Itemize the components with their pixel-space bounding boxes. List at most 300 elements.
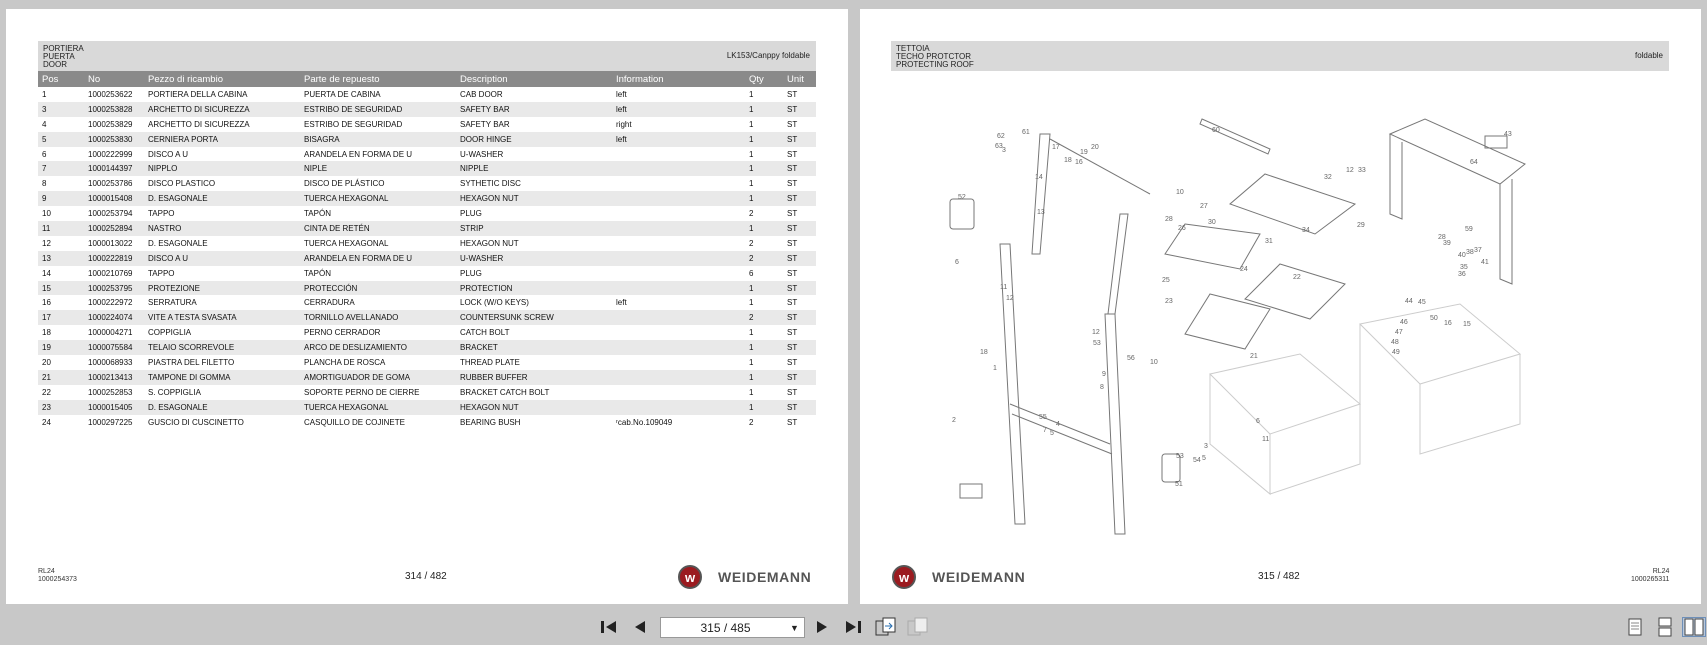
door-frame-right	[1105, 314, 1125, 534]
cell-no: 1000015405	[84, 400, 144, 415]
cell-italian: DISCO PLASTICO	[148, 179, 216, 189]
callout-label: 63	[995, 143, 1003, 150]
cell-description: LOCK (W/O KEYS)	[460, 298, 529, 308]
page-number: 314 / 482	[405, 571, 447, 582]
cell-qty: 1	[745, 132, 783, 147]
cell-description: DOOR HINGE	[456, 132, 612, 147]
callout-label: 47	[1395, 329, 1403, 336]
prev-page-icon	[633, 619, 647, 635]
cell-pos: 8	[42, 179, 47, 189]
table-row	[38, 176, 816, 191]
cell-italian: D. ESAGONALE	[148, 238, 208, 248]
cell-pos: 4	[42, 119, 47, 129]
header-line-spanish: TECHO PROTCTOR	[896, 52, 971, 61]
callout-label: 32	[1324, 174, 1332, 181]
cell-description: U-WASHER	[456, 251, 612, 266]
callout-label: 4	[1056, 421, 1060, 428]
table-row	[38, 221, 816, 236]
cell-pos: 23	[38, 400, 84, 415]
cell-no: 1000222819	[84, 251, 144, 266]
table-row	[38, 266, 816, 281]
cell-italian: PROTEZIONE	[144, 281, 300, 296]
cell-information	[612, 191, 745, 206]
cell-qty: 1	[749, 179, 754, 189]
cell-unit: ST	[783, 161, 816, 176]
last-page-button[interactable]	[842, 617, 864, 637]
callout-label: 6	[1256, 418, 1260, 425]
callout-label: 49	[1392, 349, 1400, 356]
cell-information	[612, 161, 745, 176]
cell-pos: 10	[42, 209, 51, 219]
cell-no: 1000075584	[84, 340, 144, 355]
cell-description: BEARING BUSH	[460, 417, 521, 427]
footer-doc-number: 1000265311	[1631, 576, 1670, 583]
cell-qty: 1	[745, 221, 783, 236]
cell-information	[612, 236, 745, 251]
cell-unit: ST	[783, 370, 816, 385]
cell-pos: 20	[42, 357, 51, 367]
cell-unit: ST	[787, 328, 798, 338]
cell-italian: D. ESAGONALE	[144, 400, 300, 415]
cell-qty: 2	[749, 209, 754, 219]
cell-information: ʳcab.No.109049	[616, 417, 673, 427]
col-no: No	[84, 71, 144, 87]
callout-label: 11	[1262, 436, 1270, 443]
callout-label: 3	[1204, 443, 1208, 450]
cell-spanish: PROTECCIÓN	[300, 281, 456, 296]
callout-label: 12	[1346, 167, 1354, 174]
table-row	[38, 206, 816, 221]
cell-qty: 2	[749, 417, 754, 427]
cell-no: 1000004271	[88, 328, 133, 338]
cell-qty: 1	[749, 119, 754, 129]
cell-spanish: NIPLE	[300, 161, 456, 176]
continuous-view-icon	[1657, 618, 1673, 636]
section-header	[891, 41, 1669, 71]
safety-bar	[1010, 404, 1110, 444]
callout-label: 64	[1470, 159, 1478, 166]
cell-spanish: TAPÓN	[304, 209, 331, 219]
callout-label: 27	[1200, 203, 1208, 210]
cell-unit: ST	[787, 89, 798, 99]
page-number: 315 / 482	[1258, 571, 1300, 582]
cell-qty: 6	[749, 268, 754, 278]
cell-no: 1000222972	[88, 298, 133, 308]
table-row	[38, 102, 816, 117]
callout-label: 56	[1127, 355, 1135, 362]
callout-label: 45	[1418, 299, 1426, 306]
callout-label: 9	[1102, 371, 1106, 378]
callout-label: 37	[1474, 247, 1482, 254]
cell-description: NIPPLE	[456, 161, 612, 176]
callout-label: 10	[1150, 359, 1158, 366]
cell-description: THREAD PLATE	[460, 357, 520, 367]
cell-italian: TELAIO SCORREVOLE	[144, 340, 300, 355]
callout-label: 7	[1043, 427, 1047, 434]
table-row	[38, 355, 816, 370]
header-line-english: DOOR	[43, 60, 67, 69]
callout-label: 24	[1240, 266, 1248, 273]
cell-spanish: TUERCA HEXAGONAL	[300, 400, 456, 415]
callout-label: 34	[1302, 227, 1310, 234]
cell-qty: 1	[745, 161, 783, 176]
callout-label: 30	[1208, 219, 1216, 226]
cell-information	[612, 340, 745, 355]
cell-information	[612, 266, 745, 281]
cell-spanish: ARANDELA EN FORMA DE U	[300, 251, 456, 266]
cell-pos: 3	[38, 102, 84, 117]
exploded-view-drawing	[940, 104, 1512, 544]
brand-logo	[892, 565, 1025, 589]
callout-label: 62	[997, 133, 1005, 140]
cell-spanish: ESTRIBO DE SEGURIDAD	[300, 102, 456, 117]
cell-spanish: SOPORTE PERNO DE CIERRE	[304, 387, 420, 397]
cell-description: CATCH BOLT	[460, 328, 510, 338]
callout-label: 48	[1391, 339, 1399, 346]
section-header	[38, 41, 816, 71]
cell-no: 1000015408	[84, 191, 144, 206]
cell-information	[612, 355, 745, 370]
cell-spanish: ARANDELA EN FORMA DE U	[304, 149, 413, 159]
callout-label: 19	[1080, 149, 1088, 156]
mirror-left	[950, 199, 974, 229]
cell-unit: ST	[787, 357, 798, 367]
cell-information	[612, 385, 745, 400]
callout-label: 16	[1444, 320, 1452, 327]
cell-information	[612, 251, 745, 266]
cell-description: SAFETY BAR	[456, 102, 612, 117]
cell-spanish: ESTRIBO DE SEGURIDAD	[304, 119, 403, 129]
right-page	[860, 9, 1701, 604]
hinge-rod	[1050, 139, 1150, 194]
cell-information	[612, 325, 745, 340]
two-page-view-button[interactable]	[1682, 617, 1706, 637]
cell-no: 1000297225	[88, 417, 133, 427]
cell-unit: ST	[787, 209, 798, 219]
cell-unit: ST	[783, 221, 816, 236]
cell-unit: ST	[783, 310, 816, 325]
cell-italian: DISCO A U	[148, 149, 189, 159]
cell-italian: NIPPLO	[144, 161, 300, 176]
last-page-icon	[844, 619, 862, 635]
parts-table	[38, 71, 816, 429]
table-row	[38, 132, 816, 147]
cell-description: PROTECTION	[456, 281, 612, 296]
cell-spanish: PLANCHA DE ROSCA	[304, 357, 386, 367]
cell-qty: 1	[745, 370, 783, 385]
cell-pos: 18	[42, 328, 51, 338]
cell-description: RUBBER BUFFER	[456, 370, 612, 385]
cell-spanish: TUERCA HEXAGONAL	[304, 238, 389, 248]
col-information: Information	[612, 71, 745, 87]
cell-pos: 1	[42, 89, 47, 99]
cell-no: 1000144397	[84, 161, 144, 176]
callout-label: 61	[1022, 129, 1030, 136]
table-row	[38, 385, 816, 400]
callout-label: 26	[1178, 225, 1186, 232]
cell-information: left	[616, 89, 627, 99]
cell-no: 1000252894	[84, 221, 144, 236]
page-selector[interactable]	[660, 617, 805, 638]
callout-label: 44	[1405, 298, 1413, 305]
cell-no: 1000253622	[88, 89, 133, 99]
callout-label: 20	[1091, 144, 1099, 151]
header-line-english: PROTECTING ROOF	[896, 60, 974, 69]
callout-label: 2	[952, 417, 956, 424]
prev-page-button[interactable]	[630, 617, 650, 637]
callout-label: 22	[1293, 274, 1301, 281]
weidemann-logo-icon: w	[678, 565, 702, 589]
page-selector-value: 315 / 485	[700, 620, 751, 635]
header-line-italian: TETTOIA	[896, 44, 930, 53]
cell-spanish: BISAGRA	[300, 132, 456, 147]
cell-italian: COPPIGLIA	[148, 328, 192, 338]
cell-unit: ST	[787, 387, 798, 397]
table-row	[38, 281, 816, 296]
callout-label: 6	[955, 259, 959, 266]
cell-no: 1000253829	[88, 119, 133, 129]
cell-italian: GUSCIO DI CUSCINETTO	[148, 417, 244, 427]
cell-italian: TAPPO	[148, 268, 175, 278]
table-row	[38, 87, 816, 102]
cell-pos: 13	[38, 251, 84, 266]
table-row	[38, 117, 816, 132]
table-row	[38, 415, 816, 430]
callout-label: 53	[1176, 453, 1184, 460]
brand-logo	[678, 565, 811, 589]
cell-spanish: CASQUILLO DE COJINETE	[304, 417, 405, 427]
callout-label: 14	[1035, 174, 1043, 181]
footer-model: RL24	[1652, 568, 1670, 575]
next-page-icon	[815, 619, 829, 635]
roof-panel-29	[1230, 174, 1355, 234]
cell-qty: 1	[745, 400, 783, 415]
cell-no: 1000253830	[84, 132, 144, 147]
cell-information	[612, 221, 745, 236]
cell-description: CAB DOOR	[460, 89, 503, 99]
callout-label: 39	[1443, 240, 1451, 247]
col-qty: Qty	[745, 71, 783, 87]
show-pages-button[interactable]	[874, 617, 898, 637]
callout-label: 25	[1162, 277, 1170, 284]
single-page-view-button[interactable]	[1624, 617, 1646, 637]
col-description: Description	[456, 71, 612, 87]
cell-qty: 1	[749, 357, 754, 367]
part-60	[1200, 119, 1270, 154]
callout-label: 36	[1458, 271, 1466, 278]
cell-unit: ST	[787, 268, 798, 278]
callout-label: 13	[1037, 209, 1045, 216]
cell-spanish: PERNO CERRADOR	[304, 328, 381, 338]
cell-unit: ST	[783, 281, 816, 296]
cell-spanish: DISCO DE PLÁSTICO	[304, 179, 385, 189]
first-page-button[interactable]	[598, 617, 620, 637]
callout-label: 54	[1193, 457, 1201, 464]
callout-label: 43	[1504, 131, 1512, 138]
cell-italian: CERNIERA PORTA	[144, 132, 300, 147]
cell-pos: 24	[42, 417, 51, 427]
header-variant: LK153/Canppy foldable	[726, 51, 810, 60]
show-pages-icon	[875, 617, 897, 637]
two-page-view-icon	[1684, 618, 1704, 636]
callout-label: 59	[1465, 226, 1473, 233]
cell-unit: ST	[783, 340, 816, 355]
cell-italian: PIASTRA DEL FILETTO	[148, 357, 235, 367]
callout-label: 29	[1357, 222, 1365, 229]
callout-label: 11	[1000, 284, 1008, 291]
cell-information	[612, 147, 745, 162]
cell-no: 1000253794	[88, 209, 133, 219]
cell-qty: 1	[749, 328, 754, 338]
cell-spanish: ARCO DE DESLIZAMIENTO	[300, 340, 456, 355]
table-row	[38, 236, 816, 251]
cell-description: HEXAGON NUT	[460, 238, 519, 248]
strut-13-left	[1032, 134, 1050, 254]
cell-italian: TAPPO	[148, 209, 175, 219]
cell-pos: 11	[38, 221, 84, 236]
cell-description: SAFETY BAR	[460, 119, 510, 129]
cell-no: 1000253786	[88, 179, 133, 189]
callout-label: 12	[1006, 295, 1014, 302]
cell-unit: ST	[787, 298, 798, 308]
single-page-view-icon	[1627, 618, 1643, 636]
callout-label: 33	[1358, 167, 1366, 174]
cell-spanish: CINTA DE RETÉN	[300, 221, 456, 236]
cell-information	[612, 400, 745, 415]
callout-label: 40	[1458, 252, 1466, 259]
cell-spanish: CERRADURA	[304, 298, 355, 308]
cell-pos: 7	[38, 161, 84, 176]
cell-pos: 19	[38, 340, 84, 355]
cell-spanish: TORNILLO AVELLANADO	[300, 310, 456, 325]
cell-description: SYTHETIC DISC	[460, 179, 521, 189]
cell-italian: SERRATURA	[148, 298, 197, 308]
callout-label: 31	[1265, 238, 1273, 245]
cell-qty: 1	[745, 102, 783, 117]
cell-italian: D. ESAGONALE	[144, 191, 300, 206]
col-pos: Pos	[38, 71, 84, 87]
weidemann-logo-icon: w	[892, 565, 916, 589]
header-line-italian: PORTIERA	[43, 44, 84, 53]
callout-label: 16	[1075, 159, 1083, 166]
cell-spanish: TAPÓN	[304, 268, 331, 278]
footer-reference	[38, 568, 77, 584]
footer-model: RL24	[38, 568, 55, 575]
callout-label: 28	[1438, 234, 1446, 241]
callout-label: 38	[1466, 249, 1474, 256]
cell-pos: 15	[38, 281, 84, 296]
table-row	[38, 191, 816, 206]
cell-pos: 9	[38, 191, 84, 206]
table-row	[38, 400, 816, 415]
continuous-view-button[interactable]	[1654, 617, 1676, 637]
cell-pos: 5	[38, 132, 84, 147]
header-variant: foldable	[1634, 51, 1663, 60]
table-header-row	[38, 71, 816, 87]
callout-label: 23	[1165, 298, 1173, 305]
cell-qty: 1	[745, 191, 783, 206]
table-row	[38, 295, 816, 310]
cell-unit: ST	[787, 179, 798, 189]
table-row	[38, 325, 816, 340]
table-row	[38, 161, 816, 176]
cell-information	[612, 281, 745, 296]
callout-label: 5	[1050, 430, 1054, 437]
cell-no: 1000213413	[84, 370, 144, 385]
callout-label: 1	[993, 365, 997, 372]
cell-information	[612, 206, 745, 221]
cell-qty: 2	[745, 251, 783, 266]
callout-label: 18	[980, 349, 988, 356]
cell-qty: 1	[749, 298, 754, 308]
cell-description: PLUG	[460, 268, 482, 278]
cell-italian: ARCHETTO DI SICUREZZA	[148, 119, 250, 129]
cell-qty: 1	[749, 149, 754, 159]
cell-spanish: AMORTIGUADOR DE GOMA	[300, 370, 456, 385]
cell-unit: ST	[787, 238, 798, 248]
cell-no: 1000013022	[88, 238, 133, 248]
cell-unit: ST	[783, 400, 816, 415]
cell-qty: 1	[749, 387, 754, 397]
callout-label: 15	[1463, 321, 1471, 328]
callout-label: 52	[958, 194, 966, 201]
brand-name: WEIDEMANN	[718, 569, 812, 585]
cell-italian: S. COPPIGLIA	[148, 387, 201, 397]
brand-name: WEIDEMANN	[932, 569, 1026, 585]
cell-pos: 12	[42, 238, 51, 248]
callout-label: 12	[1092, 329, 1100, 336]
cell-qty: 1	[745, 281, 783, 296]
callout-label: 5	[1202, 455, 1206, 462]
callout-label: 35	[1460, 264, 1468, 271]
callout-label: 3	[1002, 147, 1006, 154]
callout-label: 41	[1481, 259, 1489, 266]
protection-plate	[960, 484, 982, 498]
cell-information	[612, 370, 745, 385]
cell-description: HEXAGON NUT	[456, 191, 612, 206]
callout-label: 21	[1250, 353, 1258, 360]
footer-reference	[1631, 568, 1669, 584]
cell-description: BRACKET CATCH BOLT	[460, 387, 550, 397]
next-page-button[interactable]	[812, 617, 832, 637]
first-page-icon	[600, 619, 618, 635]
viewer-toolbar	[0, 609, 1707, 645]
cell-italian: PORTIERA DELLA CABINA	[148, 89, 248, 99]
cell-pos: 22	[42, 387, 51, 397]
cell-information	[612, 176, 745, 191]
callout-label: 8	[1100, 384, 1104, 391]
cell-pos: 16	[42, 298, 51, 308]
table-row	[38, 310, 816, 325]
cell-description: STRIP	[456, 221, 612, 236]
cell-italian: NASTRO	[144, 221, 300, 236]
cell-description: COUNTERSUNK SCREW	[456, 310, 612, 325]
cell-pos: 17	[38, 310, 84, 325]
machine-base-outline	[1210, 304, 1520, 494]
cell-pos: 21	[38, 370, 84, 385]
cell-unit: ST	[783, 102, 816, 117]
cell-qty: 1	[749, 89, 754, 99]
cell-unit: ST	[783, 251, 816, 266]
callout-label: 28	[1165, 216, 1173, 223]
callout-label: 50	[1430, 315, 1438, 322]
cell-spanish: PUERTA DE CABINA	[304, 89, 381, 99]
cell-no: 1000252853	[88, 387, 133, 397]
callout-label: 53	[1093, 340, 1101, 347]
cell-italian: TAMPONE DI GOMMA	[144, 370, 300, 385]
cell-description: HEXAGON NUT	[456, 400, 612, 415]
hide-pages-button[interactable]	[906, 617, 930, 637]
